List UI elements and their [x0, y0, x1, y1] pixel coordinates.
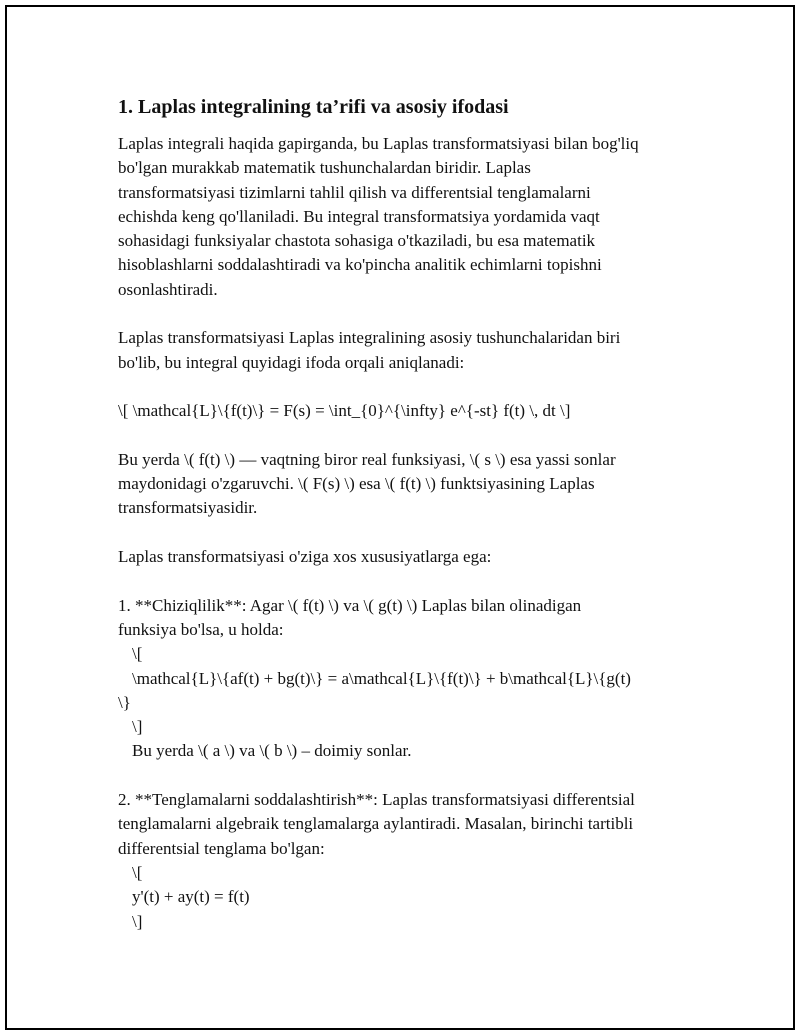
section-title: 1. Laplas integralining ta’rifi va asosiy ifodasi — [118, 96, 509, 118]
text-line: hisoblashlarni soddalashtiradi va ko'pincha analitik echimlarni topishni — [118, 255, 602, 275]
paragraph-gap — [118, 764, 698, 788]
text-line: osonlashtiradi. — [118, 279, 218, 299]
text-line: y'(t) + ay(t) = f(t) — [132, 887, 250, 907]
paragraph-gap — [118, 521, 698, 545]
text-line: transformatsiyasi tizimlarni tahlil qilish va differentsial tenglamalarni — [118, 182, 591, 202]
body-text — [118, 132, 698, 934]
text-line: maydonidagi o'zgaruvchi. \( F(s) \) esa \( f(t) \) funktsiyasining Laplas — [118, 474, 595, 494]
text-line: Laplas transformatsiyasi Laplas integralining asosiy tushunchalaridan biri — [118, 328, 621, 348]
text-line: \} — [118, 692, 131, 712]
text-line: \] — [132, 717, 143, 737]
paragraph-gap — [118, 569, 698, 593]
text-line: Laplas transformatsiyasi o'ziga xos xususiyatlarga ega: — [118, 547, 492, 567]
text-line: bo'lib, bu integral quyidagi ifoda orqali aniqlanadi: — [118, 352, 465, 372]
text-line: tenglamalarni algebraik tenglamalarga aylantiradi. Masalan, birinchi tartibli — [118, 814, 634, 834]
text-line: \] — [132, 911, 143, 931]
text-line: \[ — [132, 862, 143, 882]
text-line: Bu yerda \( a \) va \( b \) – doimiy sonlar. — [132, 741, 412, 761]
text-line: differentsial tenglama bo'lgan: — [118, 838, 325, 858]
text-line: funksiya bo'lsa, u holda: — [118, 619, 284, 639]
document-body — [118, 93, 698, 934]
text-line: \[ \mathcal{L}\{f(t)\} = F(s) = \int_{0}^{\infty} e^{-st} f(t) \, dt \] — [118, 401, 571, 421]
text-line: sohasidagi funksiyalar chastota sohasiga o'tkaziladi, bu esa matematik — [118, 231, 596, 251]
text-line: \[ — [132, 644, 143, 664]
text-line: Laplas integrali haqida gapirganda, bu Laplas transformatsiyasi bilan bog'liq — [118, 134, 639, 153]
paragraph-gap — [118, 375, 698, 399]
paragraph-gap — [118, 424, 698, 448]
text-line: transformatsiyasidir. — [118, 498, 258, 518]
text-line: Bu yerda \( f(t) \) — vaqtning biror real funksiyasi, \( s \) esa yassi sonlar — [118, 449, 616, 469]
text-line: 1. **Chiziqlilik**: Agar \( f(t) \) va \( g(t) \) Laplas bilan olinadigan — [118, 595, 582, 615]
text-line: \mathcal{L}\{af(t) + bg(t)\} = a\mathcal{L}\{f(t)\} + b\mathcal{L}\{g(t) — [132, 668, 631, 688]
paragraph-gap — [118, 302, 698, 326]
text-line: 2. **Tenglamalarni soddalashtirish**: Laplas transformatsiyasi differentsial — [118, 790, 635, 810]
text-line: bo'lgan murakkab matematik tushunchalardan biridir. Laplas — [118, 158, 531, 178]
text-line: echishda keng qo'llaniladi. Bu integral transformatsiya yordamida vaqt — [118, 206, 600, 226]
